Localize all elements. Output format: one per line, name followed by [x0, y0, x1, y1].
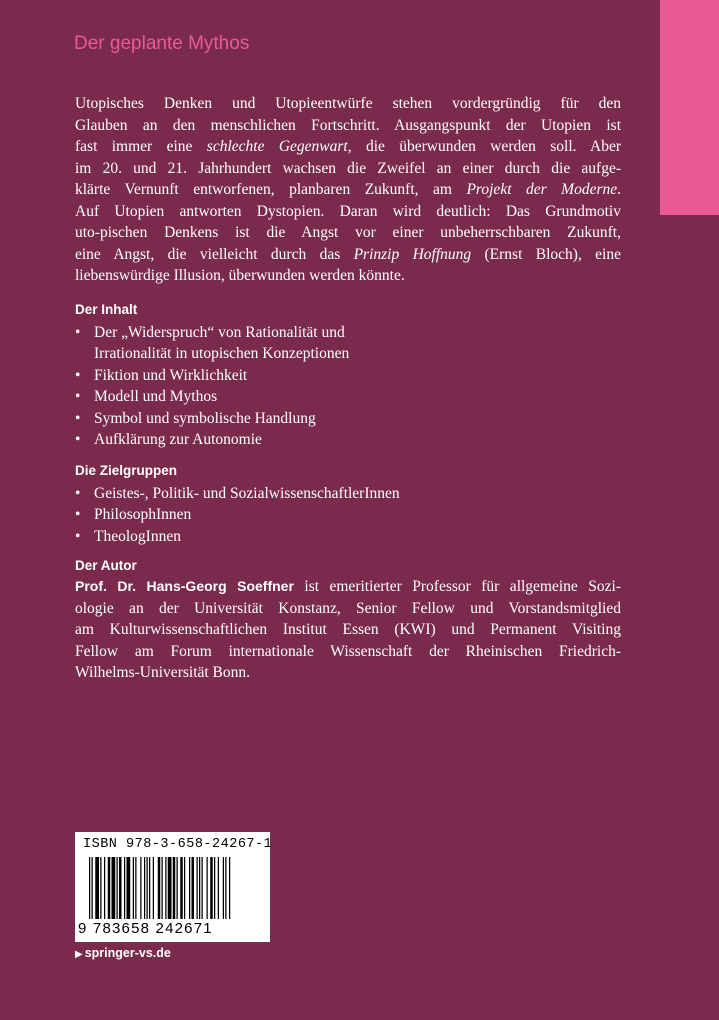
arrow-icon: ▶: [75, 949, 83, 960]
author-name: Prof. Dr. Hans-Georg Soeffner: [75, 578, 294, 594]
heading-zielgruppen: Die Zielgruppen: [75, 462, 178, 478]
barcode-bars: [89, 857, 265, 919]
bullet-icon: •: [75, 366, 81, 384]
zielgruppen-list: [75, 483, 621, 548]
barcode-box: [75, 832, 273, 942]
inhalt-list: [75, 322, 621, 451]
list-item: • Symbol und symbolische Handlung: [75, 408, 621, 430]
intro-line: eine Angst, die vielleicht durch das Prinzip Hoffnung (Ernst Bloch), eine: [75, 245, 621, 263]
intro-line: Glauben an den menschlichen Fortschritt. Ausgangspunkt der Utopien ist: [75, 116, 621, 134]
bullet-icon: •: [75, 484, 81, 502]
heading-inhalt: Der Inhalt: [75, 301, 138, 317]
intro-line: fast immer eine schlechte Gegenwart, die überwunden werden soll. Aber: [75, 138, 622, 155]
bullet-icon: •: [75, 527, 81, 545]
author-line: am Kulturwissenschaftlichen Institut Essen (KWI) und Permanent Visiting: [75, 621, 621, 638]
intro-line: Auf Utopien antworten Dystopien. Daran wird deutlich: Das Grundmotiv: [75, 202, 621, 220]
list-item: • Modell und Mythos: [75, 386, 621, 408]
author-line: ologie an der Universität Konstanz, Senior Fellow und Vorstandsmitglied: [75, 599, 621, 617]
author-line-text: ist emeritierter Professor für allgemeine Sozi-: [293, 578, 621, 595]
bullet-icon: •: [75, 323, 81, 341]
intro-line: Utopisches Denken und Utopieentwürfe stehen vordergründig für den: [75, 95, 621, 112]
section-title: Der geplante Mythos: [74, 33, 250, 54]
intro-line: im 20. und 21. Jahrhundert wachsen die Zweifel an einer durch die aufge-: [75, 159, 621, 177]
barcode-digits: 9 783658 242671: [78, 920, 213, 937]
accent-tab: [660, 0, 719, 215]
website-label: springer-vs.de: [84, 946, 171, 960]
list-item: • Der „Widerspruch“ von Rationalität und Irrationalität in utopischen Konzeptionen: [75, 323, 350, 362]
bullet-icon: •: [75, 431, 81, 448]
author-paragraph: [75, 576, 621, 684]
list-item: • TheologInnen: [75, 526, 621, 548]
intro-line: liebenswürdige Illusion, überwunden werden könnte.: [75, 267, 405, 284]
intro-paragraph: [75, 93, 621, 287]
intro-line: uto-pischen Denkens ist die Angst vor einer unbeherrschbaren Zukunft,: [75, 224, 621, 241]
back-cover-text: [75, 93, 621, 684]
isbn-text: ISBN 978-3-658-24267-1: [83, 837, 273, 852]
author-line: Fellow am Forum internationale Wissenschaft der Rheinischen Friedrich-: [75, 642, 621, 660]
website-link[interactable]: [75, 946, 171, 960]
list-item: • PhilosophInnen: [75, 504, 621, 526]
intro-line: klärte Vernunft entworfenen, planbaren Zukunft, am Projekt der Moderne.: [75, 181, 621, 198]
author-line: [75, 576, 621, 598]
author-line: Wilhelms-Universität Bonn.: [75, 664, 251, 681]
bullet-icon: •: [75, 409, 81, 427]
heading-autor: Der Autor: [75, 558, 137, 573]
list-item: • Geistes-, Politik- und SozialwissenschaftlerInnen: [75, 483, 621, 505]
bullet-icon: •: [75, 388, 81, 405]
bullet-icon: •: [75, 506, 81, 523]
list-item: • Aufklärung zur Autonomie: [75, 429, 621, 451]
list-item: • Fiktion und Wirklichkeit: [75, 365, 621, 387]
